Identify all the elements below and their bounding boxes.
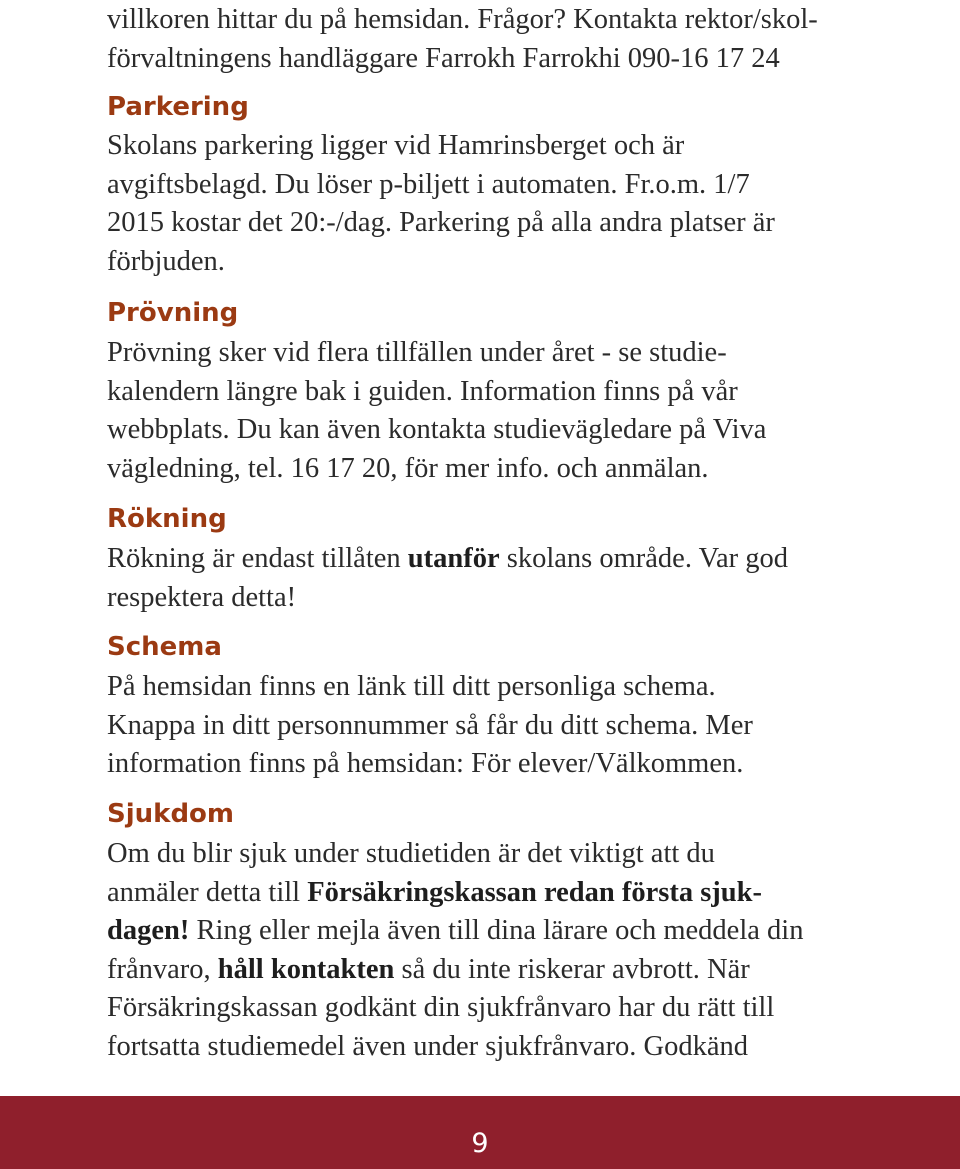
text-run: skolans område. Var god: [499, 543, 789, 574]
heading-schema: Schema: [107, 632, 222, 662]
text-line: Om du blir sjuk under studietiden är det viktigt att du: [107, 838, 715, 869]
emphasis-text: dagen!: [107, 915, 190, 947]
text-line: På hemsidan finns en länk till ditt personliga schema.: [107, 671, 716, 702]
emphasis-text: Försäkringskassan redan första sjuk-: [307, 876, 762, 908]
intro-line: villkoren hittar du på hemsidan. Frågor? Kontakta rektor/skol-: [107, 4, 818, 35]
heading-sjukdom: Sjukdom: [107, 799, 235, 829]
paragraph-schema: [107, 668, 753, 784]
text-line: kalendern längre bak i guiden. Information finns på vår: [107, 375, 738, 407]
text-line: 2015 kostar det 20:-/dag. Parkering på alla andra platser är: [107, 207, 775, 239]
text-line: [107, 912, 803, 951]
text-run: Ring eller mejla även till dina lärare och meddela din: [189, 915, 804, 947]
text-line: fortsatta studiemedel även under sjukfrånvaro. Godkänd: [107, 1030, 749, 1062]
heading-provning: Prövning: [107, 298, 239, 328]
text-run: frånvaro,: [107, 953, 218, 985]
text-line: Knappa in ditt personnummer så får du ditt schema. Mer: [107, 709, 753, 741]
paragraph-provning: [107, 334, 766, 488]
intro-line: förvaltningens handläggare Farrokh Farrokhi 090-16 17 24: [107, 42, 780, 74]
text-line: förbjuden.: [107, 245, 225, 277]
text-run: Rökning är endast tillåten: [107, 543, 408, 574]
text-line: avgiftsbelagd. Du löser p-biljett i automaten. Fr.o.m. 1/7: [107, 168, 750, 200]
text-line: vägledning, tel. 16 17 20, för mer info. och anmälan.: [107, 452, 709, 484]
page-number: 9: [471, 1128, 489, 1159]
text-line: Prövning sker vid flera tillfällen under året - se studie-: [107, 337, 727, 368]
text-line: webbplats. Du kan även kontakta studievägledare på Viva: [107, 414, 767, 446]
heading-parkering: Parkering: [107, 92, 249, 122]
text-line: Skolans parkering ligger vid Hamrinsberget och är: [107, 130, 685, 161]
text-line: [107, 540, 788, 579]
text-line: information finns på hemsidan: För elever/Välkommen.: [107, 748, 744, 780]
paragraph-rokning: [107, 540, 788, 617]
emphasis-text: utanför: [407, 543, 500, 574]
text-run: anmäler detta till: [107, 876, 308, 908]
text-line: Försäkringskassan godkänt din sjukfrånvaro har du rätt till: [107, 992, 775, 1024]
text-run: så du inte riskerar avbrott. När: [394, 953, 750, 985]
text-line: respektera detta!: [107, 581, 297, 613]
intro-paragraph: [107, 1, 818, 78]
emphasis-text: håll kontakten: [217, 953, 395, 985]
paragraph-sjukdom: [107, 835, 803, 1067]
text-line: [107, 951, 803, 990]
heading-rokning: Rökning: [107, 504, 227, 534]
text-line: [107, 874, 803, 913]
paragraph-parkering: [107, 127, 775, 281]
